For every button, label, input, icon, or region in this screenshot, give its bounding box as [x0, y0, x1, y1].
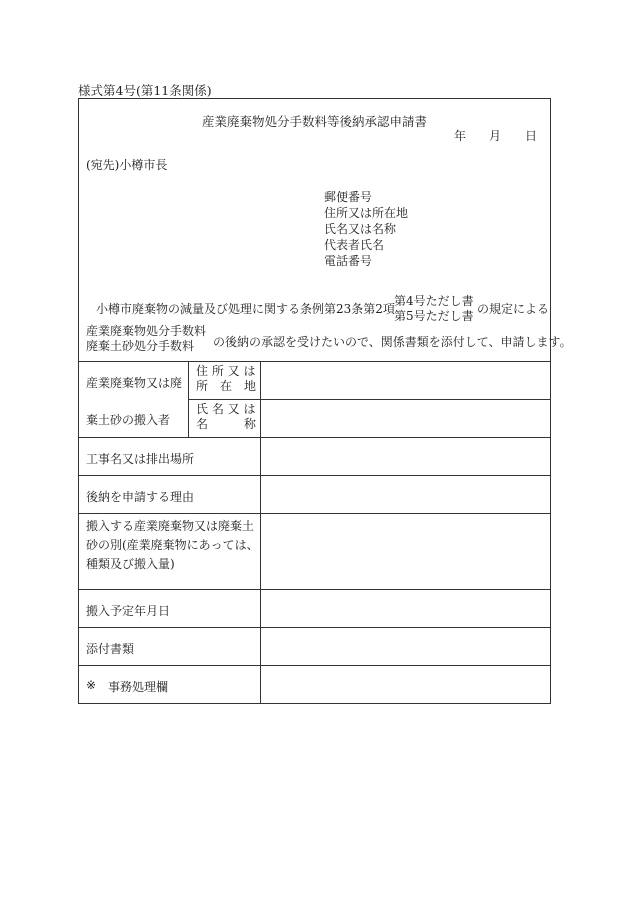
kind-label-line-3: 種類及び搬入量) [86, 557, 175, 571]
row-divider [79, 475, 550, 476]
table-top-border [79, 361, 550, 362]
field-postal-code: 郵便番号 [324, 190, 373, 204]
field-representative: 代表者氏名 [324, 238, 385, 252]
date-year-label: 年 [454, 129, 467, 143]
name-label-line-2: 名 称 [196, 417, 257, 431]
reason-label: 後納を申請する理由 [86, 490, 195, 504]
statement-suffix-1: の規定による [477, 302, 550, 316]
kind-label [86, 517, 259, 574]
date-month-label: 月 [489, 129, 502, 143]
row-divider [79, 513, 550, 514]
application-form [78, 98, 572, 704]
row-divider [79, 437, 550, 438]
attachments-label: 添付書類 [86, 642, 135, 656]
row-divider [79, 627, 550, 628]
address-label-line-1: 住 所 又 は [196, 364, 256, 378]
field-name: 氏名又は名称 [324, 222, 397, 236]
field-address: 住所又は所在地 [324, 206, 409, 220]
name-label-line-1: 氏 名 又 は [196, 402, 256, 416]
row-divider-carrier [188, 399, 550, 400]
addressee: (宛先)小樽市長 [86, 158, 168, 172]
statement-fee-group [86, 324, 206, 354]
row-divider [79, 589, 550, 590]
carrier-label-line-1: 産業廃棄物又は廃 [86, 376, 183, 390]
form-code: 様式第4号(第11条関係) [78, 83, 212, 98]
address-label-line-2: 所 在 地 [196, 379, 257, 393]
statement-option-group [394, 294, 474, 324]
date-label: 搬入予定年月日 [86, 604, 171, 618]
row-divider [79, 665, 550, 666]
date-day-label: 日 [525, 129, 538, 143]
office-mark: ※ [86, 678, 97, 692]
kind-label-line-1: 搬入する産業廃棄物又は廃棄土 [86, 519, 255, 533]
field-phone: 電話番号 [324, 254, 373, 268]
name-label [196, 402, 256, 432]
statement-ordinance: 小樽市廃棄物の減量及び処理に関する条例第23条第2項 [96, 302, 395, 316]
kind-label-line-2: 砂の別(産業廃棄物にあっては、 [86, 538, 259, 552]
site-label: 工事名又は排出場所 [86, 452, 195, 466]
address-label [196, 364, 256, 394]
form-title: 産業廃棄物処分手数料等後納承認申請書 [201, 114, 427, 129]
column-divider-main [260, 361, 261, 703]
statement-fee-a: 産業廃棄物処分手数料 [86, 324, 207, 338]
carrier-label-line-2: 棄土砂の搬入者 [86, 413, 171, 427]
statement-option-a: 第4号ただし書 [394, 294, 474, 308]
statement-fee-b: 廃棄土砂処分手数料 [86, 339, 195, 353]
statement-option-b: 第5号ただし書 [394, 309, 474, 323]
statement-suffix-2: の後納の承認を受けたいので、関係書類を添付して、申請します。 [213, 335, 572, 349]
column-divider-carrier [188, 361, 189, 437]
office-label: 事務処理欄 [108, 680, 169, 694]
